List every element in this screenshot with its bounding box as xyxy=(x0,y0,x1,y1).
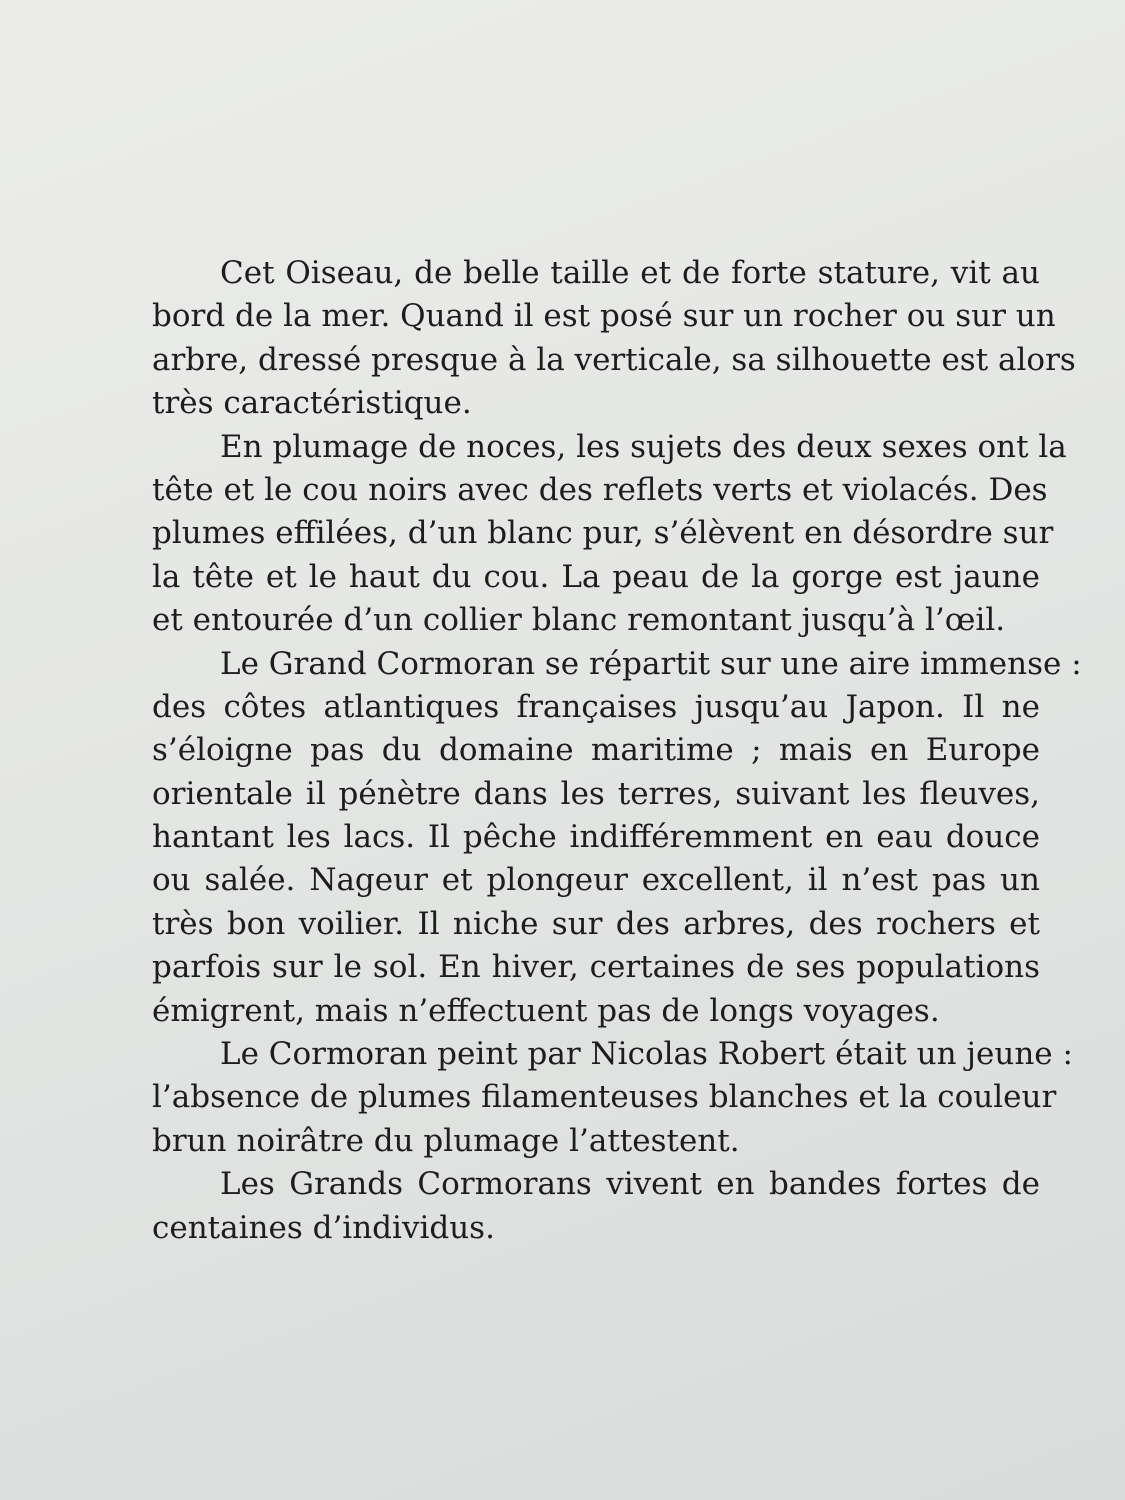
text-line: brun noirâtre du plumage l’attestent. xyxy=(152,1122,740,1159)
text-line: la tête et le haut du cou. La peau de la gorge est jaune xyxy=(152,558,1040,595)
text-line: l’absence de plumes filamenteuses blanches et la couleur xyxy=(152,1079,1057,1116)
paragraph-1 xyxy=(152,252,1076,426)
body-text xyxy=(152,252,1082,1250)
text-line: centaines d’individus. xyxy=(152,1209,495,1246)
text-line: bord de la mer. Quand il est posé sur un rocher ou sur un xyxy=(152,298,1056,335)
paragraph-3 xyxy=(152,643,1082,1034)
text-line: orientale il pénètre dans les terres, suivant les fleuves, xyxy=(152,775,1040,812)
text-line: parfois sur le sol. En hiver, certaines de ses populations xyxy=(152,949,1040,986)
text-line: Les Grands Cormorans vivent en bandes fortes de xyxy=(220,1166,1040,1203)
text-line: plumes effilées, d’un blanc pur, s’élèvent en désordre sur xyxy=(152,515,1054,552)
text-line: émigrent, mais n’effectuent pas de longs voyages. xyxy=(152,992,940,1029)
text-line: En plumage de noces, les sujets des deux sexes ont la xyxy=(220,428,1067,465)
text-line: très caractéristique. xyxy=(152,385,472,422)
text-line: Le Grand Cormoran se répartit sur une aire immense : xyxy=(220,645,1082,682)
text-line: s’éloigne pas du domaine maritime ; mais en Europe xyxy=(152,732,1040,769)
paragraph-2 xyxy=(152,426,1067,643)
text-line: arbre, dressé presque à la verticale, sa silhouette est alors xyxy=(152,341,1076,378)
text-line: et entourée d’un collier blanc remontant jusqu’à l’œil. xyxy=(152,602,1006,639)
text-line: hantant les lacs. Il pêche indifféremment en eau douce xyxy=(152,819,1040,856)
paragraph-4 xyxy=(152,1033,1073,1163)
paragraph-5 xyxy=(152,1163,1040,1250)
text-line: tête et le cou noirs avec des reflets verts et violacés. Des xyxy=(152,471,1048,508)
text-line: des côtes atlantiques françaises jusqu’au Japon. Il ne xyxy=(152,688,1040,725)
text-line: ou salée. Nageur et plongeur excellent, il n’est pas un xyxy=(152,862,1040,899)
text-line: Cet Oiseau, de belle taille et de forte stature, vit au xyxy=(220,255,1040,291)
text-line: très bon voilier. Il niche sur des arbres, des rochers et xyxy=(152,905,1040,942)
text-line: Le Cormoran peint par Nicolas Robert était un jeune : xyxy=(220,1036,1073,1073)
